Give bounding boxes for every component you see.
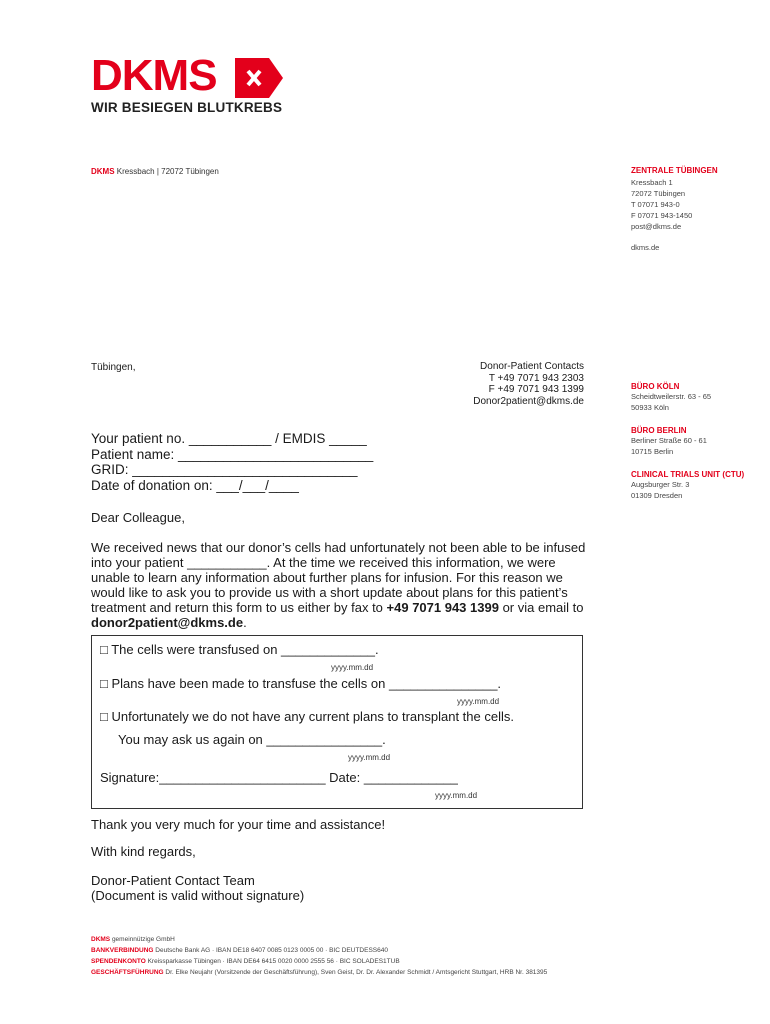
cologne-line: Scheidtweilerstr. 63 - 65 (631, 392, 712, 401)
body-paragraph (91, 540, 591, 630)
body-or-email: or via email to (498, 600, 584, 615)
footer (91, 934, 547, 978)
central-line: T 07071 943-0 (631, 200, 680, 209)
ctu-line: 01309 Dresden (631, 491, 683, 500)
option-transfused-checkbox[interactable]: □ The cells were transfused on _____________. (100, 642, 379, 657)
footer-line-management (91, 967, 547, 978)
cologne-heading: BÜRO KÖLN (631, 382, 680, 391)
option-plans-checkbox[interactable]: □ Plans have been made to transfuse the cells on _______________. (100, 676, 502, 691)
footer-company-text: gemeinnützige GmbH (110, 936, 175, 943)
contacts-fax: F +49 7071 943 1399 (488, 384, 584, 395)
date-hint: yyyy.mm.dd (331, 663, 374, 672)
sender-brand: DKMS (91, 167, 115, 176)
sidebar-ctu (631, 470, 744, 501)
contacts-phone: T +49 7071 943 2303 (488, 372, 584, 384)
patient-fields (91, 431, 373, 493)
central-heading: ZENTRALE TÜBINGEN (631, 166, 718, 175)
footer-management-text: Dr. Elke Neujahr (Vorsitzende der Geschäftsführung), Sven Geist, Dr. Dr. Alexander Schmidt / Amtsgericht Stuttgart, HRB Nr. 381395 (163, 969, 548, 976)
sender-address: Kressbach | 72072 Tübingen (116, 167, 219, 176)
footer-line-bank (91, 945, 547, 956)
body-end: . (243, 615, 247, 630)
body-email[interactable]: donor2patient@dkms.de (91, 615, 244, 630)
footer-bank-label: BANKVERBINDUNG (91, 947, 154, 954)
logo-flag-icon (235, 58, 283, 98)
closing-regards: With kind regards, (91, 844, 196, 859)
closing-thanks: Thank you very much for your time and assistance! (91, 817, 386, 832)
central-line: post@dkms.de (631, 222, 682, 231)
sidebar-central (631, 166, 718, 253)
ctu-heading: CLINICAL TRIALS UNIT (CTU) (631, 470, 745, 479)
signature-date-field[interactable]: Signature:_______________________ Date: _____________ (100, 770, 458, 785)
salutation: Dear Colleague, (91, 510, 185, 525)
central-web-link[interactable]: dkms.de (631, 243, 660, 252)
contacts-email[interactable]: Donor2patient@dkms.de (473, 395, 584, 407)
footer-donation-text: Kreissparkasse Tübingen · IBAN DE64 6415 0020 0000 2555 56 · BIC SOLADES1TUB (145, 958, 400, 965)
body-text: We received news that our donor’s cells had unfortunately not been able to be infused into your patient ___________. At the time we received this information, we were unable to learn any information about further plans for infusion. For this reason we would like to ask you to provide us with a short update about plans for this patient’s treatment and return this form to us either by fax to (91, 540, 586, 615)
sender-line (91, 166, 219, 177)
closing-team: Donor-Patient Contact Team (91, 873, 255, 888)
date-hint: yyyy.mm.dd (435, 791, 478, 800)
ask-again-field[interactable]: You may ask us again on ________________. (118, 732, 386, 747)
ctu-line: Augsburger Str. 3 (631, 480, 690, 489)
footer-donation-label: SPENDENKONTO (91, 958, 146, 965)
central-line: F 07071 943-1450 (631, 211, 693, 220)
cologne-line: 50933 Köln (631, 403, 669, 412)
berlin-line: Berliner Straße 60 - 61 (631, 436, 707, 445)
place-date: Tübingen, (91, 362, 136, 373)
central-line: 72072 Tübingen (631, 189, 686, 198)
closing-signature-block (91, 873, 304, 903)
closing-note: (Document is valid without signature) (91, 888, 305, 903)
contacts-title: Donor-Patient Contacts (480, 361, 584, 372)
sidebar-berlin (631, 426, 707, 457)
berlin-line: 10715 Berlin (631, 447, 674, 456)
option-no-plans-checkbox[interactable]: □ Unfortunately we do not have any current plans to transplant the cells. (100, 709, 514, 724)
logo-wordmark: DKMS (91, 51, 217, 100)
patient-name-field[interactable]: Patient name: __________________________ (91, 446, 374, 462)
date-hint: yyyy.mm.dd (457, 697, 500, 706)
grid-field[interactable]: GRID: ______________________________ (91, 462, 358, 477)
contacts-block (473, 361, 584, 407)
berlin-heading: BÜRO BERLIN (631, 426, 687, 435)
footer-line-donation (91, 956, 547, 967)
footer-brand: DKMS (91, 936, 111, 943)
footer-management-label: GESCHÄFTSFÜHRUNG (91, 969, 164, 976)
body-fax-number: +49 7071 943 1399 (386, 600, 499, 615)
sidebar-cologne (631, 382, 711, 413)
footer-line-company (91, 934, 547, 945)
date-hint: yyyy.mm.dd (348, 753, 391, 762)
donation-date-field[interactable]: Date of donation on: ___/___/____ (91, 477, 299, 493)
response-form-box (91, 635, 583, 809)
central-line: Kressbach 1 (631, 178, 673, 187)
footer-bank-text: Deutsche Bank AG · IBAN DE18 6407 0085 0123 0005 00 · BIC DEUTDESS640 (153, 947, 388, 954)
dkms-logo (91, 51, 291, 118)
logo-tagline: WIR BESIEGEN BLUTKREBS (91, 100, 283, 115)
patient-no-field[interactable]: Your patient no. ___________ / EMDIS _____ (91, 431, 367, 446)
